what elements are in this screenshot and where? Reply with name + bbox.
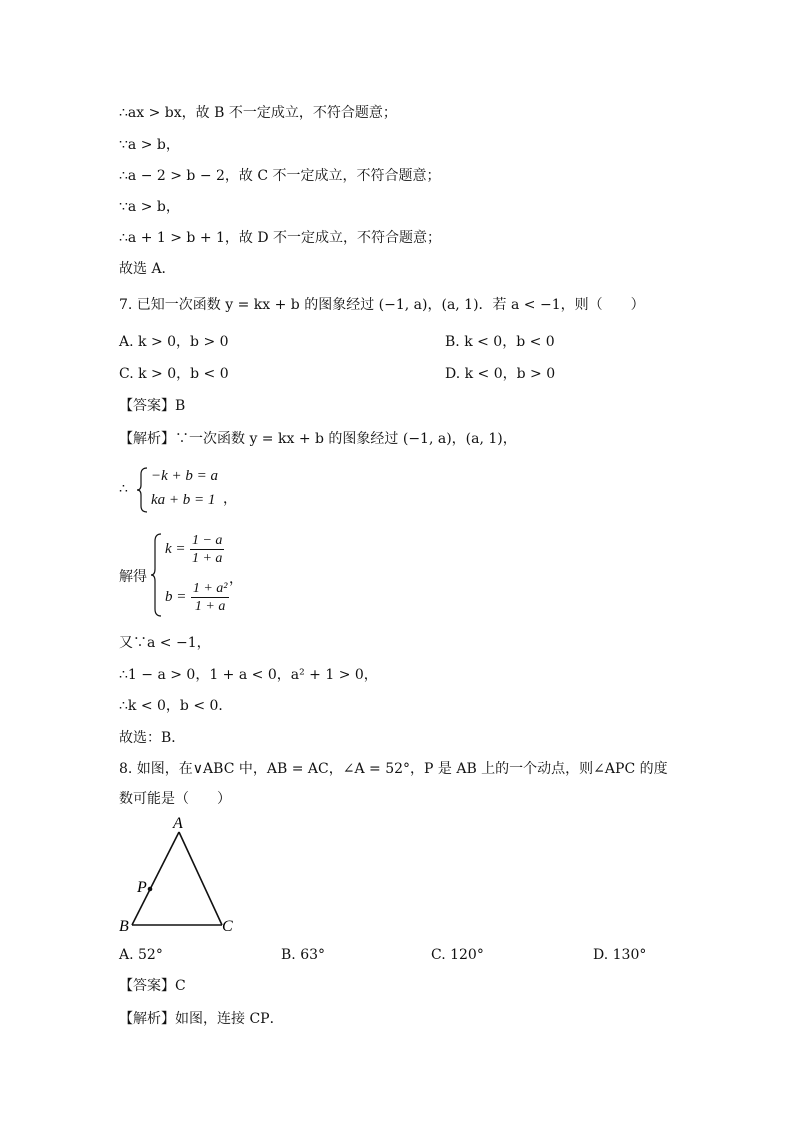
q8-option-a: A. 52°: [119, 947, 163, 963]
fraction-numerator: 1 + a²: [192, 581, 228, 596]
point-label-p: P: [137, 879, 147, 896]
system-suffix: ，: [223, 491, 237, 507]
vertex-label-a: A: [173, 815, 183, 832]
triangle-figure: [114, 812, 244, 937]
text-line: ∴1 − a > 0，1 + a < 0，a² + 1 > 0，: [119, 667, 378, 683]
answer-7: 【答案】B: [119, 398, 186, 414]
question-7: 7. 已知一次函数 y = kx + b 的图象经过 (−1, a)，(a, 1)．若 a < −1，则（ ）: [119, 297, 645, 313]
q8-option-c: C. 120°: [431, 947, 484, 963]
brace-icon: [137, 466, 149, 514]
vertex-label-c: C: [222, 918, 233, 935]
brace-icon: [151, 532, 163, 618]
system-suffix: ，: [229, 571, 243, 587]
solution-b: [165, 580, 229, 615]
text-line: ∴a − 2 > b − 2，故 C 不一定成立，不符合题意；: [119, 168, 441, 184]
solution-k-label: k =: [165, 541, 186, 557]
text-line: ∴ax > bx，故 B 不一定成立，不符合题意；: [119, 105, 397, 121]
system-equation: −k + b = a: [151, 468, 219, 484]
q7-option-b: B. k < 0，b < 0: [445, 334, 555, 350]
fraction-denominator: 1 + a: [194, 599, 226, 614]
analysis-7: 【解析】∵一次函数 y = kx + b 的图象经过 (−1, a)，(a, 1)，: [119, 431, 517, 447]
question-8-continued: 数可能是（ ）: [119, 791, 231, 807]
fraction-denominator: 1 + a: [191, 551, 223, 566]
fraction-numerator: 1 − a: [191, 533, 223, 548]
solution-b-label: b =: [165, 589, 187, 605]
answer-8: 【答案】C: [119, 978, 186, 994]
equation-system-2: [119, 532, 269, 620]
analysis-8: 【解析】如图，连接 CP．: [119, 1011, 284, 1027]
text-line: 又∵a < −1，: [119, 635, 211, 651]
fraction: [190, 532, 224, 567]
q7-option-c: C. k > 0，b < 0: [119, 366, 229, 382]
point-p-dot: [148, 887, 153, 892]
text-line: ∵a > b，: [119, 199, 180, 215]
system-prefix: ∴: [119, 481, 128, 497]
vertex-label-b: B: [119, 918, 129, 935]
fraction: [191, 580, 230, 615]
q7-option-a: A. k > 0，b > 0: [119, 334, 229, 350]
equation-system-1: [119, 466, 259, 516]
system-prefix: 解得: [119, 569, 147, 585]
text-line: ∵a > b，: [119, 137, 180, 153]
question-8: 8. 如图，在∨ABC 中，AB = AC，∠A = 52°，P 是 AB 上的一个动点，则∠APC 的度: [119, 761, 668, 777]
q8-option-d: D. 130°: [593, 947, 647, 963]
q8-option-b: B. 63°: [281, 947, 326, 963]
text-line: 故选：B．: [119, 730, 186, 746]
q7-option-d: D. k < 0，b > 0: [445, 366, 556, 382]
text-line: ∴k < 0，b < 0．: [119, 698, 233, 714]
text-line: ∴a + 1 > b + 1，故 D 不一定成立，不符合题意；: [119, 230, 442, 246]
solution-k: [165, 532, 224, 567]
system-equation: ka + b = 1: [151, 492, 216, 508]
text-line: 故选 A．: [119, 261, 176, 277]
